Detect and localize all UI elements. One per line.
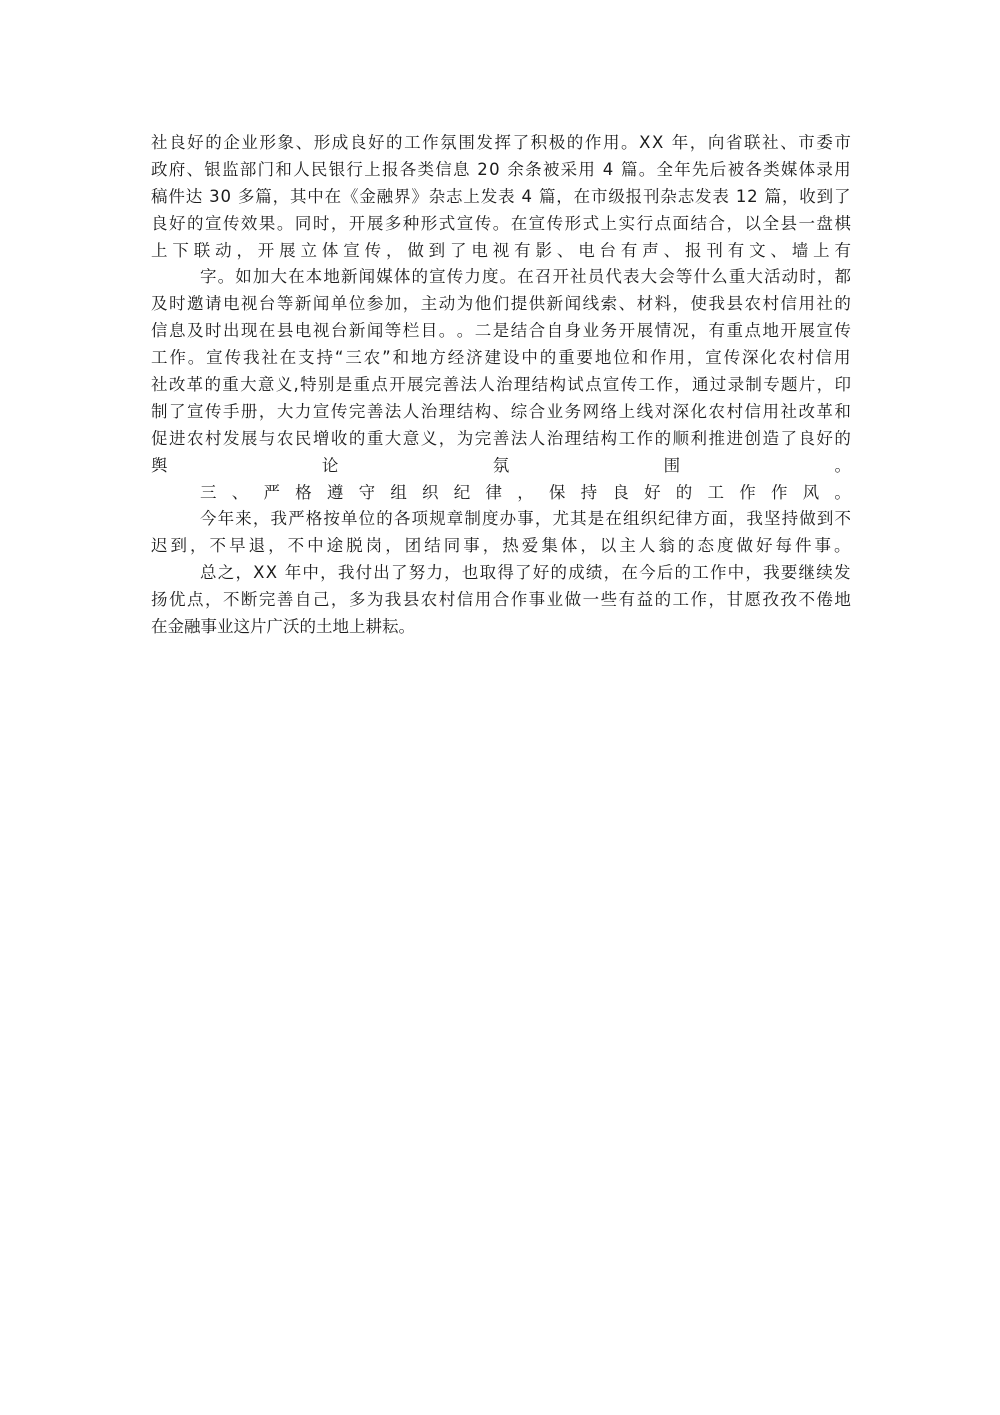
document-body (151, 130, 851, 641)
text-line: 促 进 农 村 发 展 与 农 民 增 收 的 重 大 意 义 ， 为 完 善 法 人 治 理 结 构 工 作 的 顺 利 推 进 创 造 了 良 好 的 (151, 428, 851, 448)
text-line: 政 府 、 银 监 部 门 和 人 民 银 行 上 报 各 类 信 息 2 0 余 条 被 采 用 4 篇 。 全 年 先 后 被 各 类 媒 体 录 用 (151, 159, 851, 179)
text-line: 今 年 来 ， 我 严 格 按 单 位 的 各 项 规 章 制 度 办 事 ， 尤 其 是 在 组 织 纪 律 方 面 ， 我 坚 持 做 到 不 (200, 509, 851, 529)
text-line: 迟 到 ， 不 早 退 ， 不 中 途 脱 岗 ， 团 结 同 事 ， 热 爱 集 体 ， 以 主 人 翁 的 态 度 做 好 每 件 事 。 (151, 536, 851, 556)
text-line: 稿 件 达 3 0 多 篇 ， 其 中 在 《 金 融 界 》 杂 志 上 发 表 4 篇 ， 在 市 级 报 刊 杂 志 发 表 1 2 篇 ， 收 到 了 (151, 186, 851, 206)
text-line: 总 之 ， X X 年 中 ， 我 付 出 了 努 力 ， 也 取 得 了 好 的 成 绩 ， 在 今 后 的 工 作 中 ， 我 要 继 续 发 (200, 563, 851, 583)
text-line: 舆 论 氛 围 。 (151, 455, 851, 475)
text-line: 工 作 。 宣 传 我 社 在 支 持 “ 三 农 ” 和 地 方 经 济 建 设 中 的 重 要 地 位 和 作 用 ， 宣 传 深 化 农 村 信 用 (151, 348, 851, 368)
text-line: 良 好 的 宣 传 效 果 。 同 时 ， 开 展 多 种 形 式 宣 传 。 在 宣 传 形 式 上 实 行 点 面 结 合 ， 以 全 县 一 盘 棋 (151, 213, 851, 233)
text-line: 上 下 联 动 ， 开 展 立 体 宣 传 ， 做 到 了 电 视 有 影 、 电 台 有 声 、 报 刊 有 文 、 墙 上 有 (151, 240, 851, 260)
text-line: 及 时 邀 请 电 视 台 等 新 闻 单 位 参 加 ， 主 动 为 他 们 提 供 新 闻 线 索 、 材 料 ， 使 我 县 农 村 信 用 社 的 (151, 294, 851, 314)
text-line: 社 改 革 的 重 大 意 义 , 特 别 是 重 点 开 展 完 善 法 人 治 理 结 构 试 点 宣 传 工 作 ， 通 过 录 制 专 题 片 ， 印 (151, 375, 851, 395)
text-line: 信 息 及 时 出 现 在 县 电 视 台 新 闻 等 栏 目 。 。 二 是 结 合 自 身 业 务 开 展 情 况 ， 有 重 点 地 开 展 宣 传 (151, 321, 851, 341)
text-line: 制 了 宣 传 手 册 ， 大 力 宣 传 完 善 法 人 治 理 结 构 、 综 合 业 务 网 络 上 线 对 深 化 农 村 信 用 社 改 革 和 (151, 401, 851, 421)
text-line: 扬 优 点 ， 不 断 完 善 自 己 ， 多 为 我 县 农 村 信 用 合 作 事 业 做 一 些 有 益 的 工 作 ， 甘 愿 孜 孜 不 倦 地 (151, 590, 851, 610)
section-heading: 三 、 严 格 遵 守 组 织 纪 律 ， 保 持 良 好 的 工 作 作 风 。 (200, 482, 851, 502)
text-line: 社 良 好 的 企 业 形 象 、 形 成 良 好 的 工 作 氛 围 发 挥 了 积 极 的 作 用 。 X X 年 ， 向 省 联 社 、 市 委 市 (151, 133, 851, 152)
text-line: 字 。 如 加 大 在 本 地 新 闻 媒 体 的 宣 传 力 度 。 在 召 开 社 员 代 表 大 会 等 什 么 重 大 活 动 时 ， 都 (200, 267, 851, 287)
text-line: 在金融事业这片广沃的土地上耕耘。 (151, 617, 415, 637)
